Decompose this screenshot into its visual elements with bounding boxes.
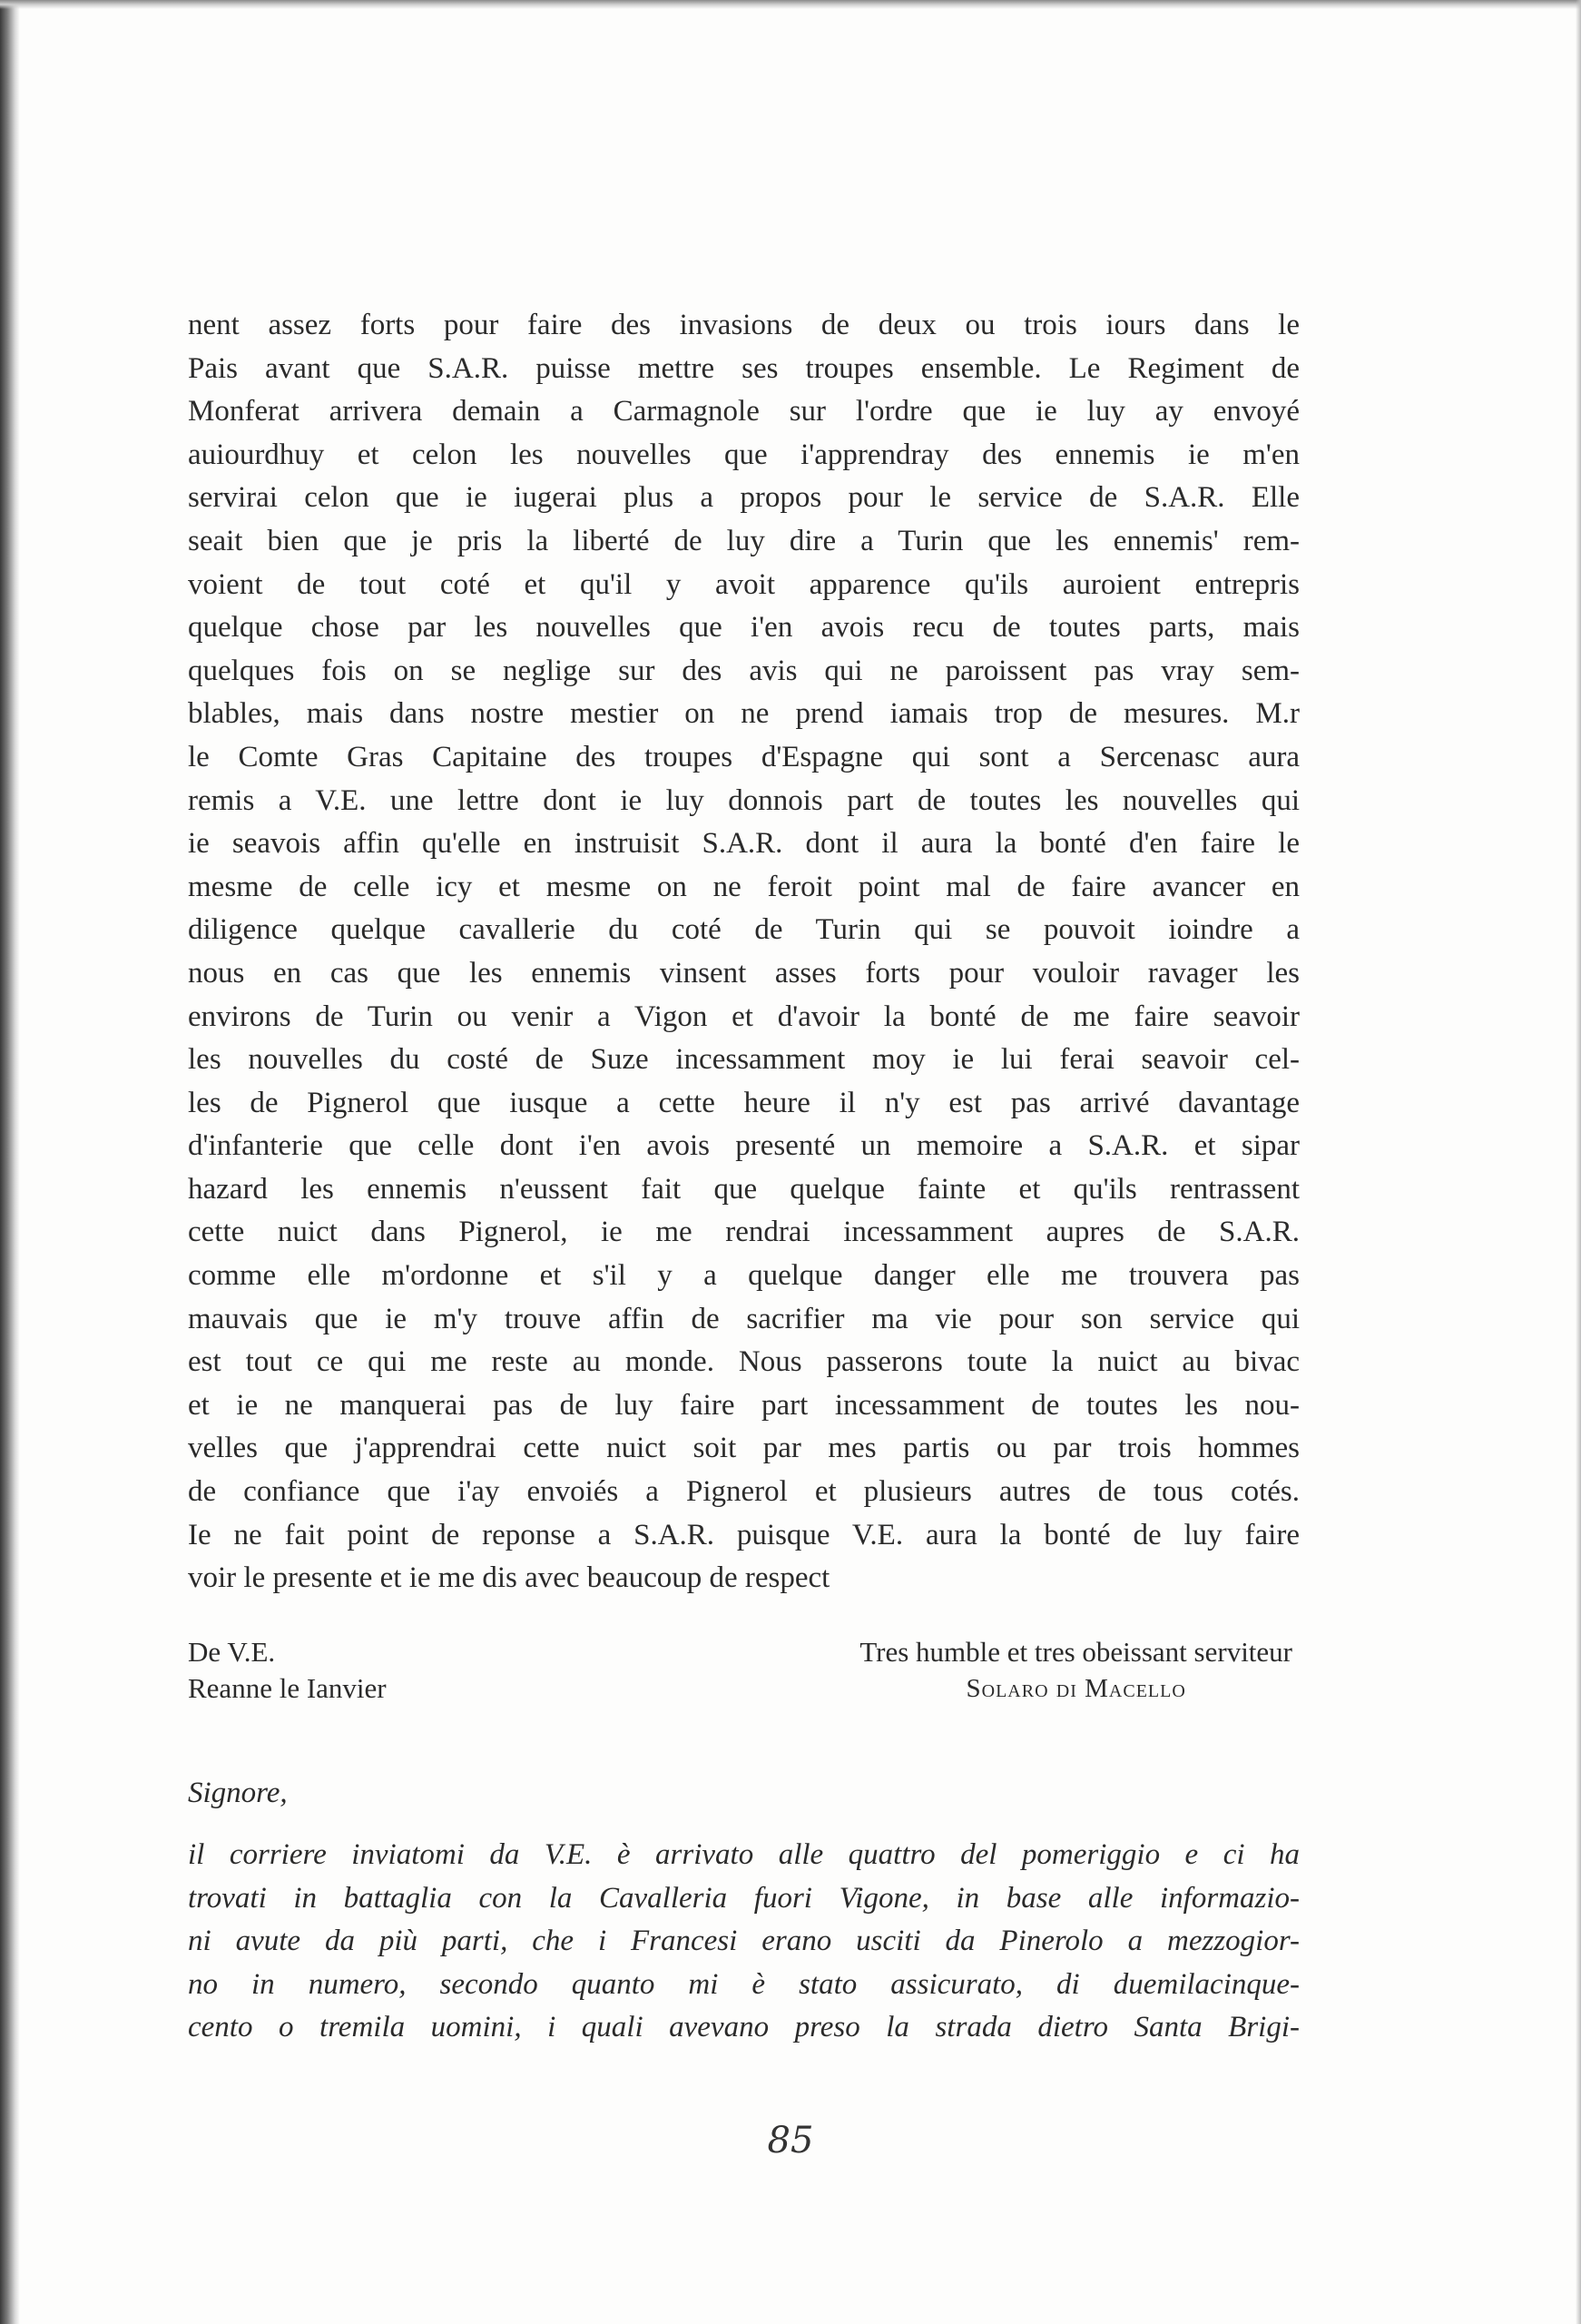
- text-line: remis a V.E. une lettre dont ie luy donnois part de toutes les nouvelles qui: [188, 783, 1300, 817]
- text-line: nous en cas que les ennemis vinsent asses forts pour vouloir ravager les: [188, 956, 1300, 990]
- italian-text-line: ni avute da più parti, che i Francesi erano usciti da Pinerolo a mezzogior-: [188, 1925, 1300, 1958]
- french-letter-body: [188, 304, 1300, 1600]
- text-line: comme elle m'ordonne et s'il y a quelque danger elle me trouvera pas: [188, 1259, 1300, 1293]
- text-line: environs de Turin ou venir a Vigon et d'avoir la bonté de me faire seavoir: [188, 1000, 1300, 1033]
- text-line: blables, mais dans nostre mestier on ne prend iamais trop de mesures. M.r: [188, 697, 1300, 731]
- text-line: auiourdhuy et celon les nouvelles que i'apprendray des ennemis ie m'en: [188, 438, 1300, 471]
- signature-right: [859, 1634, 1292, 1707]
- signature-left: [188, 1634, 387, 1707]
- text-line: mesme de celle icy et mesme on ne feroit point mal de faire avancer en: [188, 870, 1300, 903]
- text-line: voient de tout coté et qu'il y avoit apparence qu'ils auroient entrepris: [188, 567, 1300, 601]
- top-page-edge: [0, 0, 1581, 9]
- text-line: diligence quelque cavallerie du coté de Turin qui se pouvoit ioindre a: [188, 913, 1300, 947]
- signature-block: [188, 1634, 1300, 1716]
- text-line: nent assez forts pour faire des invasions de deux ou trois iours dans le: [188, 309, 1300, 341]
- text-line: d'infanterie que celle dont i'en avois presenté un memoire a S.A.R. et sipar: [188, 1129, 1300, 1163]
- italian-translation-body: [188, 1834, 1300, 2050]
- page-number: 85: [767, 2120, 814, 2162]
- text-line: Monferat arrivera demain a Carmagnole sur l'ordre que ie luy ay envoyé: [188, 395, 1300, 428]
- text-line: et ie ne manquerai pas de luy faire part incessamment de toutes les nou-: [188, 1388, 1300, 1422]
- right-page-edge: [1576, 0, 1581, 2324]
- signature-closing: Tres humble et tres obeissant serviteur: [859, 1636, 1292, 1668]
- text-line: quelque chose par les nouvelles que i'en avois recu de toutes parts, mais: [188, 611, 1300, 645]
- italian-text-line: no in numero, secondo quanto mi è stato assicurato, di duemilacinque-: [188, 1967, 1300, 2001]
- text-line: Ie ne fait point de reponse a S.A.R. puisque V.E. aura la bonté de luy faire: [188, 1518, 1300, 1551]
- text-line: servirai celon que ie iugerai plus a propos pour le service de S.A.R. Elle: [188, 481, 1300, 515]
- text-line: ie seavois affin qu'elle en instruisit S.A.R. dont il aura la bonté d'en faire le: [188, 827, 1300, 861]
- text-line: Pais avant que S.A.R. puisse mettre ses troupes ensemble. Le Regiment de: [188, 351, 1300, 385]
- italian-text-line: trovati in battaglia con la Cavalleria fuori Vigone, in base alle informazio-: [188, 1881, 1300, 1915]
- italian-greeting: Signore,: [188, 1777, 288, 1809]
- text-line: les de Pignerol que iusque a cette heure il n'y est pas arrivé davantage: [188, 1086, 1300, 1119]
- text-line: hazard les ennemis n'eussent fait que quelque fainte et qu'ils rentrassent: [188, 1172, 1300, 1206]
- italian-text-line: il corriere inviatomi da V.E. è arrivato alle quattro del pomeriggio e ci ha: [188, 1838, 1300, 1871]
- italian-text-line: cento o tremila uomini, i quali avevano preso la strada dietro Santa Brigi-: [188, 2011, 1300, 2044]
- text-line: voir le presente et ie me dis avec beaucoup de respect: [188, 1561, 830, 1595]
- text-line: mauvais que ie m'y trouve affin de sacrifier ma vie pour son service qui: [188, 1302, 1300, 1335]
- text-line: les nouvelles du costé de Suze incessamment moy ie lui ferai seavoir cel-: [188, 1043, 1300, 1077]
- text-line: velles que j'apprendrai cette nuict soit par mes partis ou par trois hommes: [188, 1432, 1300, 1465]
- text-line: cette nuict dans Pignerol, ie me rendrai incessamment aupres de S.A.R.: [188, 1216, 1300, 1249]
- text-line: seait bien que je pris la liberté de luy dire a Turin que les ennemis' rem-: [188, 524, 1300, 557]
- spine-shadow: [0, 0, 20, 2324]
- signature-place-date: Reanne le Ianvier: [188, 1672, 387, 1704]
- text-line: quelques fois on se neglige sur des avis qui ne paroissent pas vray sem-: [188, 654, 1300, 687]
- signature-addressee: De V.E.: [188, 1636, 276, 1668]
- text-line: le Comte Gras Capitaine des troupes d'Espagne qui sont a Sercenasc aura: [188, 740, 1300, 773]
- text-line: de confiance que i'ay envoiés a Pignerol et plusieurs autres de tous cotés.: [188, 1475, 1300, 1509]
- signature-name: Solaro di Macello: [966, 1674, 1186, 1703]
- text-line: est tout ce qui me reste au monde. Nous passerons toute la nuict au bivac: [188, 1345, 1300, 1379]
